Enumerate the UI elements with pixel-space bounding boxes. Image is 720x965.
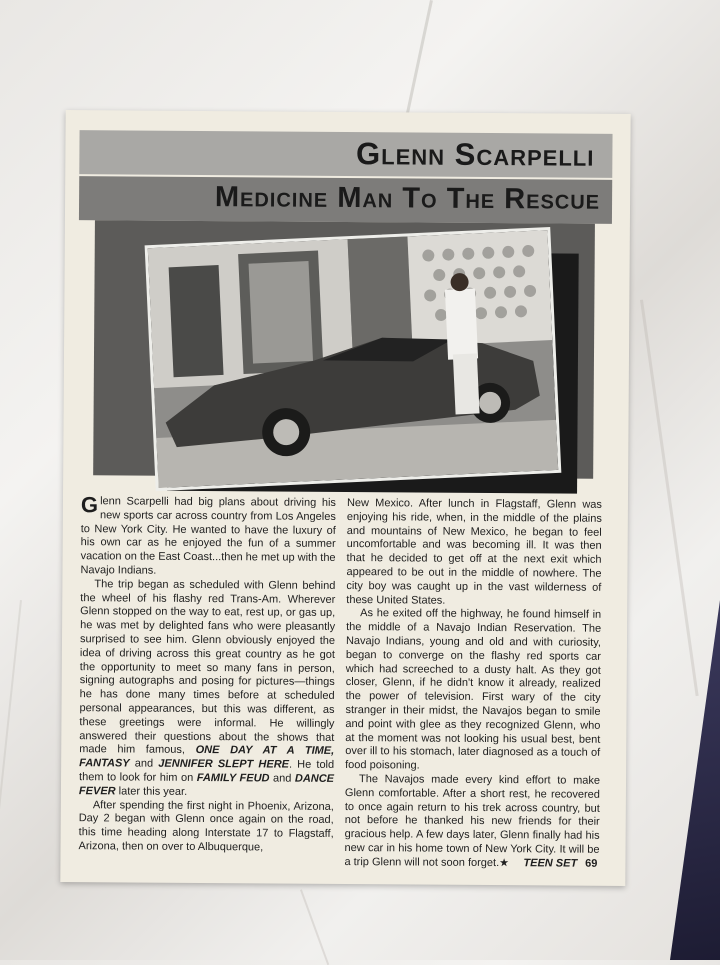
paragraph-text: New Mexico. After lunch in Flagstaff, Glenn was enjoying his ride, when, in the middle of the plains and mountains of New Mexico, he began to feel uncomfortable and was becoming ill. It was then that he decided to get off at the next exit which appeared to be out in the middle of nowhere. The city boy was caught up in the vast wilderness of these United States. <box>346 497 603 607</box>
article-title: Glenn Scarpelli <box>355 136 595 173</box>
article-column-right <box>344 497 602 871</box>
subtitle-band <box>79 176 612 224</box>
paragraph-text: After spending the first night in Phoenix, Arizona, Day 2 began with Glenn once again on the road, this time heading along Interstate 17 to Flagstaff, Arizona, then on over to Albuquerque, <box>78 798 334 854</box>
article-photo <box>145 227 562 491</box>
page-footer <box>523 857 597 870</box>
marble-vein <box>0 600 22 899</box>
paragraph-text: lenn Scarpelli had big plans about driving his new sports car across country from Los Angeles to New York City. He wanted to have the luxury of his own car as he enjoyed the fun of a summer vacation on the East Coast...then he met up with the Navajo Indians. <box>80 495 337 577</box>
paragraph-text: The Navajos made every kind effort to make Glenn comfortable. After a short rest, he recovered to once again return to his trek across country, but not before he thanked his new friends for their gracious help. A few days later, Glenn finally had his new car in his home town of New York City. It will be a trip Glenn will not soon forget.★ <box>344 773 601 869</box>
paragraph-text: The trip began as scheduled with Glenn behind the wheel of his flashy red Trans-Am. Wherever Glenn stopped on the way to eat, rest up, or gas up, he was met by delighted fans who were pleasantly surprised to see him. Glenn obviously enjoyed the idea of driving across this great country as he got the opportunity to meet so many fans in person, signing autographs and posing for pictures—things he has done many times before at scheduled personal appearances, but this was different, as these greetings were informal. He willingly answered their questions about the shows that made him famous, <box>79 578 336 757</box>
paragraph <box>79 578 336 801</box>
show-title: DANCE FEVER <box>78 772 335 798</box>
title-band <box>79 130 612 178</box>
paragraph <box>79 799 334 856</box>
marble-vein <box>300 889 329 965</box>
show-title: ONE DAY AT A TIME, FANTASY <box>79 744 335 770</box>
show-title: FAMILY FEUD <box>196 771 270 785</box>
paragraph <box>346 497 602 609</box>
paragraph-text: As he exited off the highway, he found himself in the middle of a Navajo Indian Reservation. The Navajo Indians, young and old and with curiosity, began to converge on the flashy red sports car which had screeched to a dusty halt. As they got closer, Glenn, if he didn't know it already, realized the power of television. First wary of the city stranger in their midst, the Navajos began to smile and point with glee as they recognized Glenn, who at the moment was not looking his usual best, bent over ill to his stomach, later diagnosed as a touch of food poisoning. <box>345 607 602 772</box>
magazine-name: TEEN SET <box>523 857 578 870</box>
paragraph-text: and <box>269 772 295 785</box>
show-title: JENNIFER SLEPT HERE <box>158 757 290 771</box>
drop-cap: G <box>80 492 99 518</box>
car-photo-illustration <box>148 230 558 488</box>
paragraph <box>345 607 601 774</box>
article-subtitle: Medicine Man To The Rescue <box>214 181 601 216</box>
magazine-page <box>60 110 630 886</box>
page-number: 69 <box>585 857 598 870</box>
marble-vein <box>640 300 699 697</box>
background-object <box>670 600 720 960</box>
paragraph-text: . He told them to look for him on <box>79 758 335 784</box>
paragraph-text: later this year. <box>115 785 188 798</box>
article-column-left <box>78 492 337 855</box>
paragraph-text: and <box>129 757 159 770</box>
paragraph <box>80 492 337 580</box>
